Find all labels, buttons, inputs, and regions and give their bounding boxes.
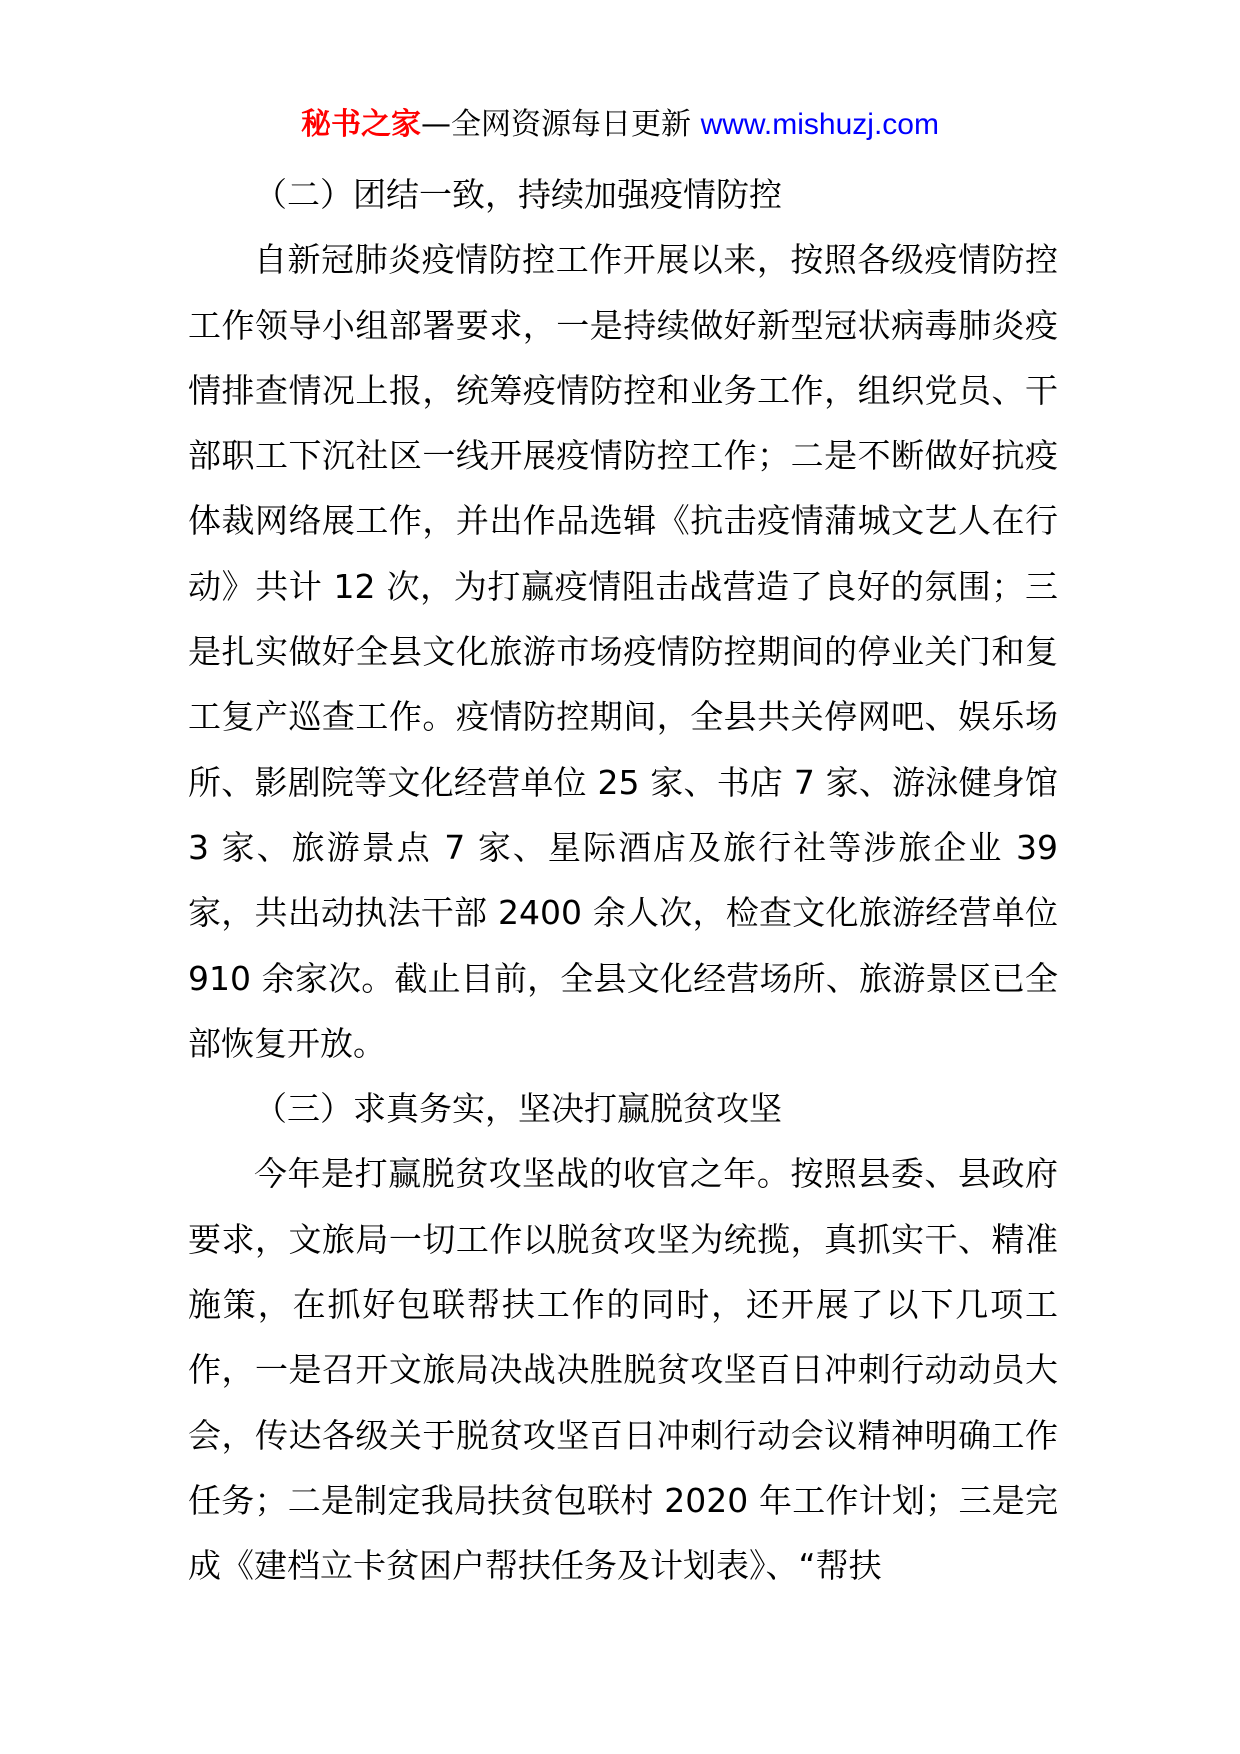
site-url-link[interactable]: www.mishuzj.com [700, 108, 939, 141]
section-paragraph-3: 今年是打赢脱贫攻坚战的收官之年。按照县委、县政府要求，文旅局一切工作以脱贫攻坚为统揽，真抓实干、精准施策，在抓好包联帮扶工作的同时，还开展了以下几项工作，一是召开文旅局决战决胜脱贫攻坚百日冲刺行动动员大会，传达各级关于脱贫攻坚百日冲刺行动会议精神明确工作任务；二是制定我局扶贫包联村 2020 年工作计划；三是完成《建档立卡贫困户帮扶任务及计划表》、“帮扶 [188, 1154, 1058, 1586]
section-heading-2: （二）团结一致，持续加强疫情防控 [254, 175, 782, 214]
section-paragraph-2: 自新冠肺炎疫情防控工作开展以来，按照各级疫情防控工作领导小组部署要求，一是持续做好新型冠状病毒肺炎疫情排查情况上报，统筹疫情防控和业务工作，组织党员、干部职工下沉社区一线开展疫情防控工作；二是不断做好抗疫体裁网络展工作，并出作品选辑《抗击疫情蒲城文艺人在行动》共计 12 次，为打赢疫情阻击战营造了良好的氛围；三是扎实做好全县文化旅游市场疫情防控期间的停业关门和复工复产巡查工作。疫情防控期间，全县共关停网吧、娱乐场所、影剧院等文化经营单位 25 家、书店 7 家、游泳健身馆 3 家、旅游景点 7 家、星际酒店及旅行社等涉旅企业 39 家，共出动执法干部 2400 余人次，检查文化旅游经营单位 910 余家次。截止目前，全县文化经营场所、旅游景区已全部恢复开放。 [188, 240, 1058, 1063]
site-brand: 秘书之家 [301, 107, 422, 142]
site-slogan: —全网资源每日更新 [421, 107, 692, 142]
section-heading-3: （三）求真务实，坚决打赢脱贫攻坚 [254, 1089, 782, 1129]
document-body [188, 162, 1058, 1599]
site-header [0, 98, 1240, 152]
